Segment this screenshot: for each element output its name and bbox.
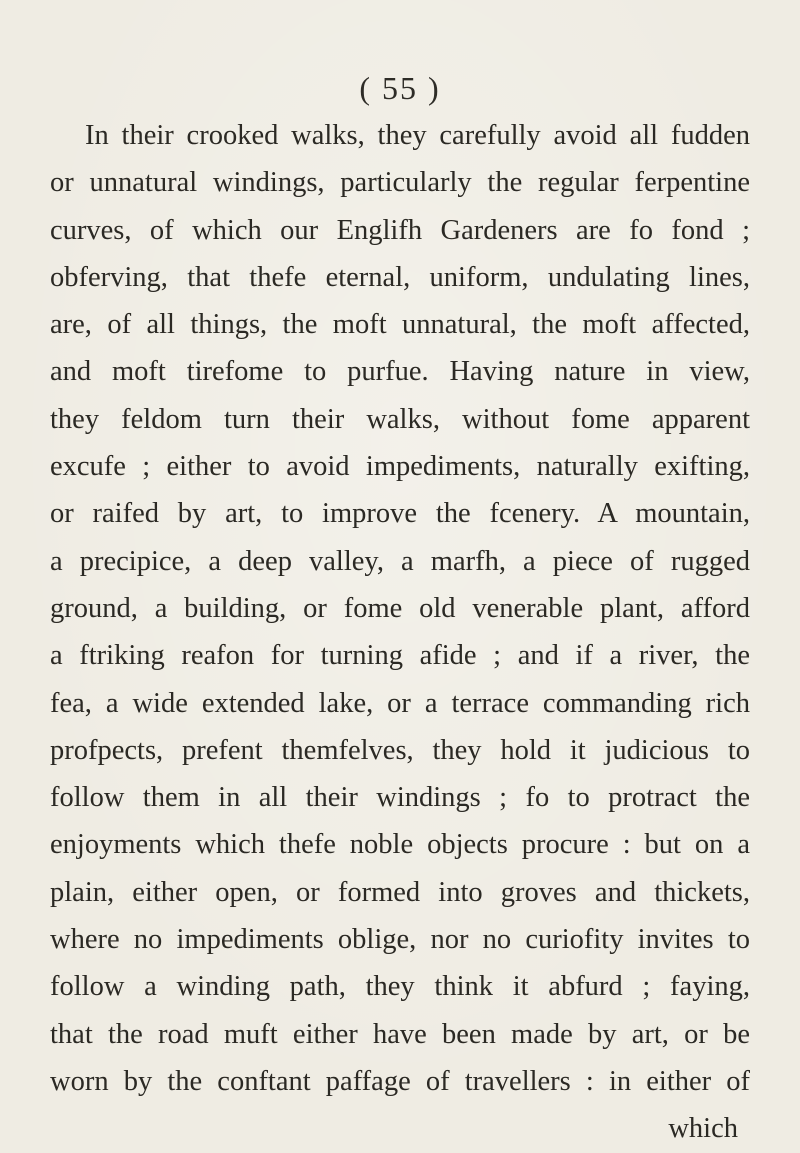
text-line: a ftriking reafon for turning afide ; and if a river, the <box>50 640 750 672</box>
page-number: ( 55 ) <box>359 70 441 106</box>
text-line: or raifed by art, to improve the fcenery. A mountain, <box>50 498 750 530</box>
text-line: obferving, that thefe eternal, uniform, undulating lines, <box>50 261 750 293</box>
text-line: and moft tirefome to purfue. Having nature in view, <box>50 356 750 388</box>
text-line: a precipice, a deep valley, a marfh, a piece of rugged <box>50 545 750 577</box>
text-line: where no impediments oblige, nor no curiofity invites to <box>50 924 750 956</box>
text-line: ground, a building, or fome old venerable plant, afford <box>50 592 750 624</box>
text-line: excufe ; either to avoid impediments, naturally exifting, <box>50 451 750 483</box>
text-line: worn by the conftant paffage of travellers : in either of <box>50 1065 750 1097</box>
text-line: In their crooked walks, they carefully avoid all fudden <box>85 120 750 151</box>
text-line: are, of all things, the moft unnatural, the moft affected, <box>50 309 750 341</box>
text-line: that the road muft either have been made by art, or be <box>50 1018 750 1050</box>
text-line: follow them in all their windings ; fo to protract the <box>50 782 750 814</box>
text-line: plain, either open, or formed into groves and thickets, <box>50 876 750 908</box>
body-text <box>50 112 750 1153</box>
text-line: or unnatural windings, particularly the regular ferpentine <box>50 167 750 199</box>
text-line: profpects, prefent themfelves, they hold it judicious to <box>50 734 750 766</box>
text-line: curves, of which our Englifh Gardeners are fo fond ; <box>50 214 750 246</box>
text-line: enjoyments which thefe noble objects procure : but on a <box>50 829 750 861</box>
text-line: follow a winding path, they think it abfurd ; faying, <box>50 971 750 1003</box>
text-line: they feldom turn their walks, without fome apparent <box>50 403 750 435</box>
catchword: which <box>668 1113 738 1145</box>
text-line: fea, a wide extended lake, or a terrace commanding rich <box>50 687 750 719</box>
